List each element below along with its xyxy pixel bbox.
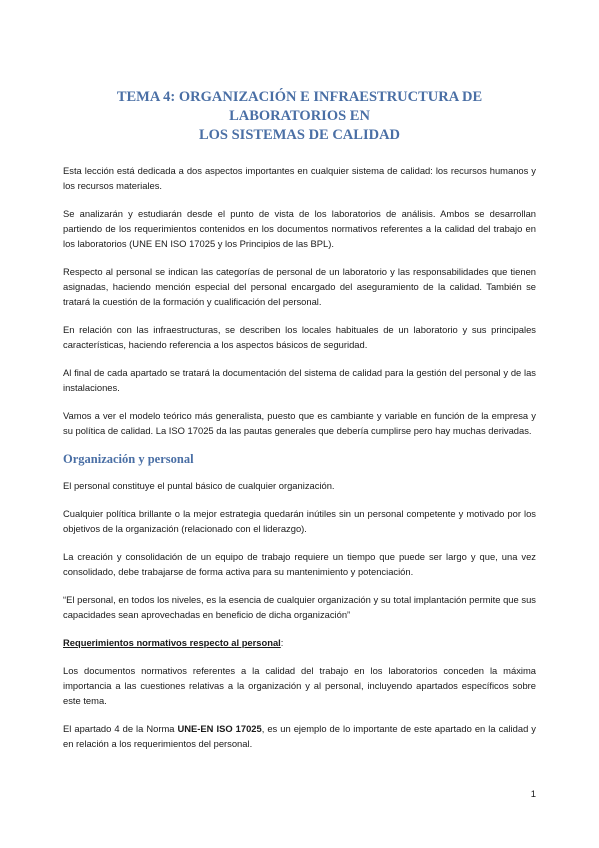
norm-reference: UNE-EN ISO 17025 [177, 723, 262, 734]
intro-paragraph-4: En relación con las infraestructuras, se describen los locales habituales de un laboratorio y sus principales características, haciendo referencia a los aspectos básicos de seguridad. [63, 324, 536, 350]
last-paragraph [63, 721, 536, 751]
intro-paragraph-5: Al final de cada apartado se tratará la documentación del sistema de calidad para la gestión del personal y de las instalaciones. [63, 367, 536, 393]
title-line-2: LOS SISTEMAS DE CALIDAD [198, 127, 401, 143]
last-paragraph-prefix: El apartado 4 de la Norma [63, 723, 178, 734]
subheading-text: Requerimientos normativos respecto al personal [63, 637, 281, 648]
section-paragraph-3: La creación y consolidación de un equipo de trabajo requiere un tiempo que puede ser largo y que, una vez consolidado, debe trabajarse de forma activa para su mantenimiento y potenciación. [63, 551, 536, 577]
section-heading: Organización y personal [63, 452, 194, 466]
document-title [63, 88, 536, 145]
quote-paragraph: “El personal, en todos los niveles, es la esencia de cualquier organización y su total implantación permite que sus capacidades sean aprovechadas en beneficio de dicha organización” [63, 594, 536, 620]
intro-paragraph-3: Respecto al personal se indican las categorías de personal de un laboratorio y las responsabilidades que tienen asignadas, haciendo mención especial del personal encargado del aseguramiento de la calidad. También se tratará la cuestión de la formación y cualificación del personal. [63, 266, 536, 307]
requirements-paragraph: Los documentos normativos referentes a la calidad del trabajo en los laboratorios conceden la máxima importancia a las cuestiones relativas a la organización y al personal, incluyendo apartados específicos sobre este tema. [63, 665, 536, 706]
page-number: 1 [530, 789, 536, 800]
subheading-colon: : [280, 637, 284, 648]
section-paragraph-1: El personal constituye el puntal básico de cualquier organización. [63, 480, 335, 491]
intro-paragraph-6: Vamos a ver el modelo teórico más generalista, puesto que es cambiante y variable en función de la empresa y su política de calidad. La ISO 17025 da las pautas generales que debería cumplirse pero hay muchas derivadas. [63, 410, 536, 436]
title-line-1: TEMA 4: ORGANIZACIÓN E INFRAESTRUCTURA DE LABORATORIOS EN [116, 89, 483, 124]
intro-paragraph-1: Esta lección está dedicada a dos aspectos importantes en cualquier sistema de calidad: los recursos humanos y los recursos materiales. [63, 165, 536, 191]
subheading [63, 635, 536, 650]
intro-paragraph-2: Se analizarán y estudiarán desde el punto de vista de los laboratorios de análisis. Ambos se desarrollan partiendo de los requerimientos contenidos en los documentos normativos referentes a la calidad del trabajo en los laboratorios (UNE EN ISO 17025 y los Principios de las BPL). [63, 208, 536, 249]
section-paragraph-2: Cualquier política brillante o la mejor estrategia quedarán inútiles sin un personal competente y motivado por los objetivos de la organización (relacionado con el liderazgo). [63, 508, 536, 534]
last-paragraph-suffix: , es un ejemplo de lo importante de este apartado en la calidad y en relación a los requerimientos del personal. [63, 723, 536, 749]
